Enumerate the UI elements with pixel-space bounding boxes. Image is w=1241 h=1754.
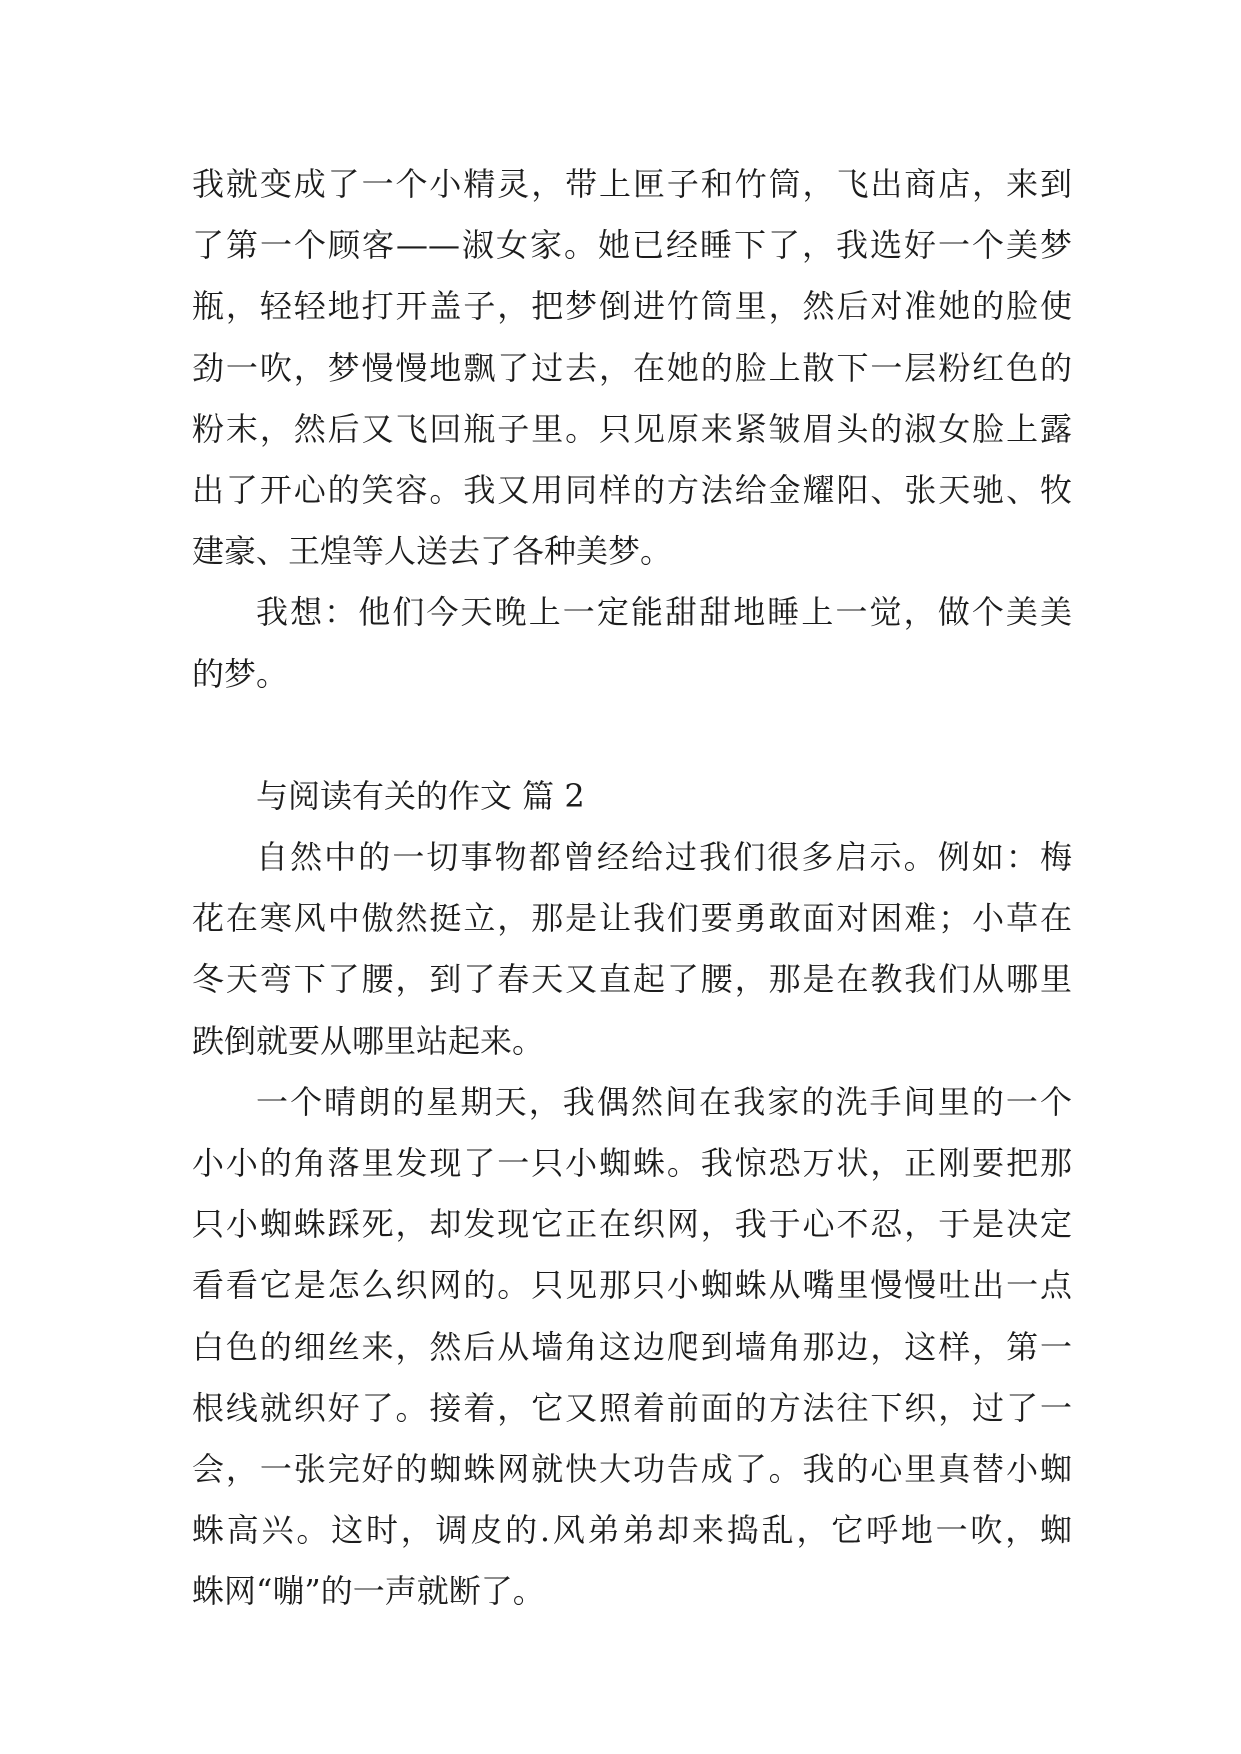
paragraph-line: 蛛高兴。这时，调皮的.风弟弟却来捣乱，它呼地一吹，蜘: [192, 1511, 1072, 1550]
section-heading: 与阅读有关的作文 篇 2: [256, 776, 585, 815]
paragraph-3: [192, 827, 1072, 1072]
paragraph-4: [192, 1072, 1072, 1623]
paragraph-line: 小小的角落里发现了一只小蜘蛛。我惊恐万状，正刚要把那: [192, 1144, 1072, 1182]
paragraph-1: [192, 154, 1072, 582]
paragraph-line: 我想：他们今天晚上一定能甜甜地睡上一觉，做个美美: [256, 593, 1072, 632]
paragraph-line: 粉末，然后又飞回瓶子里。只见原来紧皱眉头的淑女脸上露: [192, 409, 1072, 448]
paragraph-line: 的梦。: [192, 654, 289, 693]
paragraph-line: 出了开心的笑容。我又用同样的方法给金耀阳、张天驰、牧: [192, 470, 1072, 509]
paragraph-line: 蛛网“嘣”的一声就断了。: [192, 1572, 545, 1611]
paragraph-line: 我就变成了一个小精灵，带上匣子和竹筒，飞出商店，来到: [192, 165, 1072, 203]
paragraph-line: 根线就织好了。接着，它又照着前面的方法往下织，过了一: [192, 1388, 1072, 1427]
paragraph-line: 了第一个顾客——淑女家。她已经睡下了，我选好一个美梦: [192, 226, 1072, 265]
paragraph-line: 瓶，轻轻地打开盖子，把梦倒进竹筒里，然后对准她的脸使: [192, 287, 1072, 326]
paragraph-line: 冬天弯下了腰，到了春天又直起了腰，那是在教我们从哪里: [192, 960, 1072, 999]
paragraph-line: 劲一吹，梦慢慢地飘了过去，在她的脸上散下一层粉红色的: [192, 348, 1072, 387]
paragraph-line: 会，一张完好的蜘蛛网就快大功告成了。我的心里真替小蜘: [192, 1449, 1072, 1488]
paragraph-line: 看看它是怎么织网的。只见那只小蜘蛛从嘴里慢慢吐出一点: [192, 1266, 1072, 1305]
paragraph-line: 跌倒就要从哪里站起来。: [192, 1021, 545, 1060]
paragraph-line: 一个晴朗的星期天，我偶然间在我家的洗手间里的一个: [256, 1082, 1072, 1121]
paragraph-line: 花在寒风中傲然挺立，那是让我们要勇敢面对困难；小草在: [192, 899, 1072, 938]
paragraph-line: 自然中的一切事物都曾经给过我们很多启示。例如：梅: [256, 838, 1072, 877]
blank-line: [192, 705, 1072, 766]
paragraph-line: 只小蜘蛛踩死，却发现它正在织网，我于心不忍，于是决定: [192, 1205, 1072, 1244]
paragraph-line: 白色的细丝来，然后从墙角这边爬到墙角那边，这样，第一: [192, 1327, 1072, 1366]
paragraph-line: 建豪、王煌等人送去了各种美梦。: [192, 532, 673, 571]
paragraph-2: [192, 582, 1072, 704]
document-body: [192, 154, 1072, 1623]
